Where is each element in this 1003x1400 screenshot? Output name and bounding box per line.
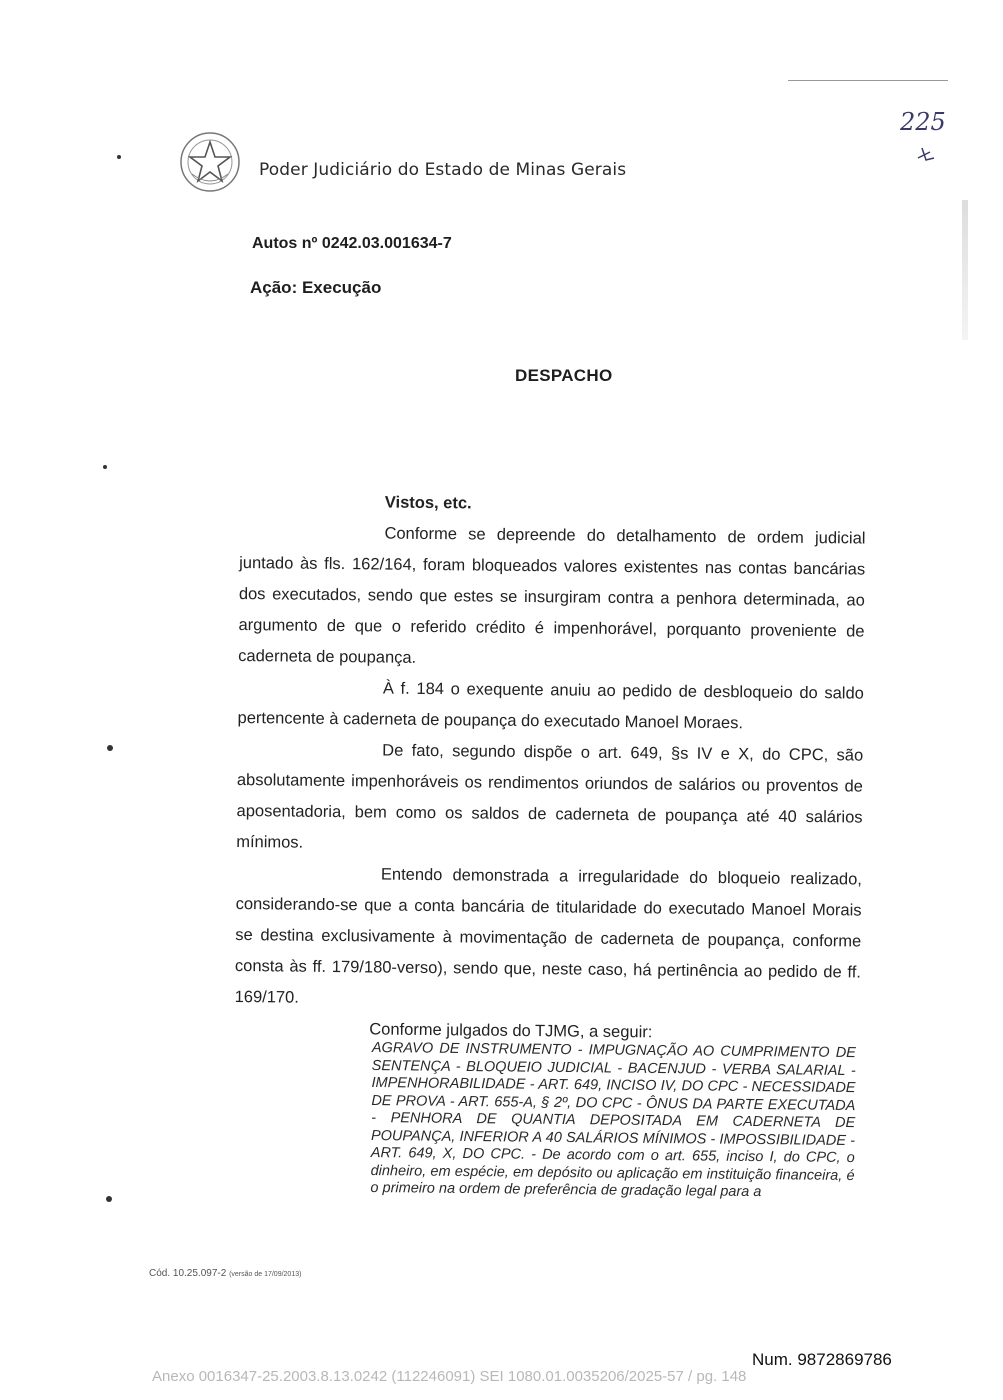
paragraph-4: Entendo demonstrada a irregularidade do bloqueio realizado, considerando-se que a conta bancária de titularidade do executado Manoel Morais se destina exclusivamente à movimentação de caderneta de poupança, conforme consta às ff. 179/180-verso), sendo que, neste caso, há pertinência ao pedido de ff. 169/170. xyxy=(234,865,863,1007)
anexo-footer: Anexo 0016347-25.2003.8.13.0242 (112246091) SEI 1080.01.0035206/2025-57 / pg. 148 xyxy=(152,1368,747,1385)
scan-speck xyxy=(117,155,121,159)
form-code-number: Cód. 10.25.097-2 xyxy=(149,1268,227,1279)
scan-edge-shadow xyxy=(962,200,968,340)
paragraph-1: Conforme se depreende do detalhamento de ordem judicial juntado às fls. 162/164, foram bloqueados valores existentes nas contas bancárias dos executados, sendo que estes se insurgiram contra a penhora determinada, ao argumento de que o referido crédito é impenhorável, porquanto proveniente de caderneta de poupança. xyxy=(238,524,866,667)
body-text xyxy=(234,486,866,1051)
form-code xyxy=(149,1268,301,1279)
document-title: DESPACHO xyxy=(515,366,613,385)
document-num: Num. 9872869786 xyxy=(752,1350,892,1369)
punch-hole-mark xyxy=(106,1196,112,1202)
handwritten-number-text: 225 xyxy=(900,108,946,136)
jurisprudence-quote: AGRAVO DE INSTRUMENTO - IMPUGNAÇÃO AO CUMPRIMENTO DE SENTENÇA - BLOQUEIO JUDICIAL - BACENJUD - VERBA SALARIAL - IMPENHORABILIDADE - ART. 649, INCISO IV, DO CPC - NECESSIDADE DE PROVA - ART. 655-A, § 2º, DO CPC - ÔNUS DA PARTE EXECUTADA - PENHORA DE QUANTIA DEPOSITADA EM CADERNETA DE POUPANÇA, INFERIOR A 40 SALÁRIOS MÍNIMOS - IMPOSSIBILIDADE - ART. 649, X, DO CPC. - De acordo com o art. 655, inciso I, do CPC, o dinheiro, em espécie, em depósito ou aplicação em instituição financeira, é o primeiro na ordem de preferência de gradação legal para a xyxy=(370,1040,856,1201)
lead-in-line: Conforme julgados do TJMG, a seguir: xyxy=(369,1020,653,1042)
form-code-version: (versão de 17/09/2013) xyxy=(229,1271,302,1278)
vistos-line: Vistos, etc. xyxy=(384,493,472,513)
organization-header: Poder Judiciário do Estado de Minas Gerais xyxy=(259,160,627,180)
state-seal-icon xyxy=(178,130,242,194)
punch-hole-mark xyxy=(107,745,113,751)
case-action: Ação: Execução xyxy=(250,278,382,297)
handwritten-mark-icon xyxy=(900,108,960,168)
paragraph-3: De fato, segundo dispõe o art. 649, §s IV e X, do CPC, são absolutamente impenhoráveis os rendimentos oriundos de salários ou proventos de aposentadoria, bem como os saldos de caderneta de poupança até 40 salários mínimos. xyxy=(236,741,864,852)
handwritten-page-number xyxy=(900,108,960,168)
case-number: Autos nº 0242.03.001634-7 xyxy=(252,235,452,252)
punch-hole-mark xyxy=(103,465,107,469)
scan-mark-line xyxy=(788,80,948,81)
paragraph-2: À f. 184 o exequente anuiu ao pedido de desbloqueio do saldo pertencente à caderneta de poupança do executado Manoel Moraes. xyxy=(237,679,864,733)
